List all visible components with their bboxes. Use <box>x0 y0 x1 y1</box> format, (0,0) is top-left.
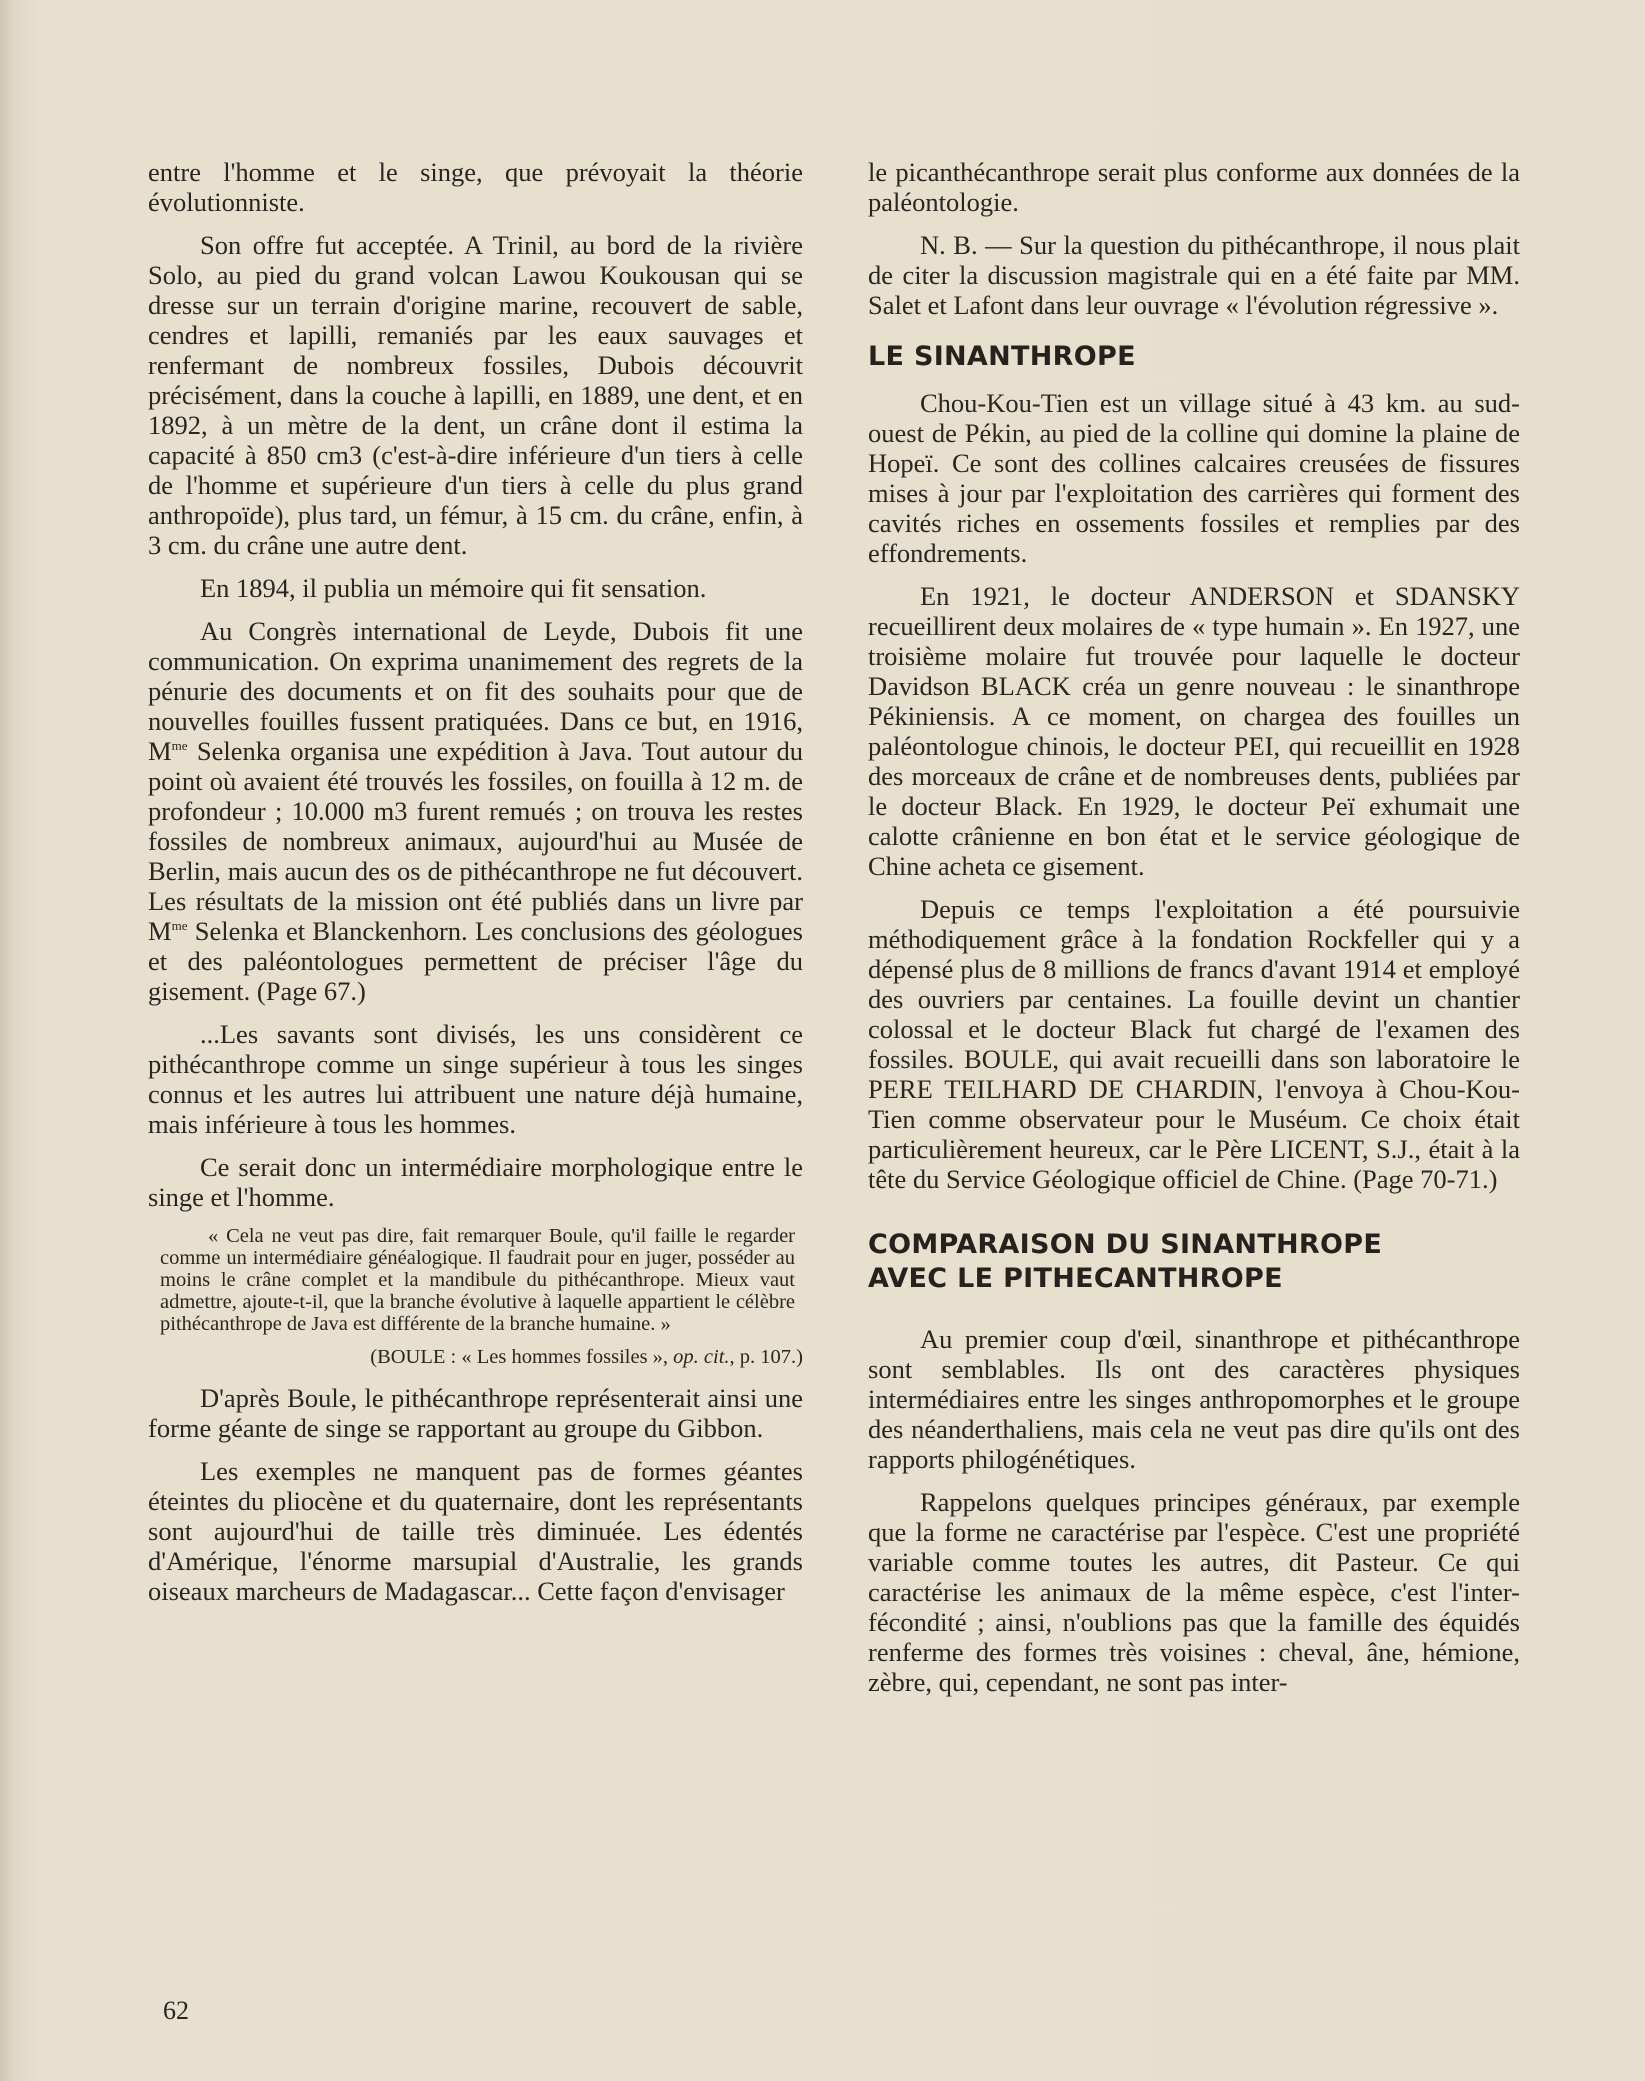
paragraph: Chou-Kou-Tien est un village situé à 43 km. au sud-ouest de Pékin, au pied de la colline qui domine la plaine de Hopeï. Ce sont des collines calcaires creusées de fissures mises à jour par l'exploitation des carrières qui forment des cavités riches en ossements fossiles et remplies par des effondrements. <box>868 388 1520 568</box>
citation-text: (BOULE : « Les hommes fossiles », <box>370 1346 674 1368</box>
paragraph: Au premier coup d'œil, sinanthrope et pithécanthrope sont semblables. Ils ont des caractères physiques intermédiaires entre les singes anthropomorphes et le groupe des néanderthaliens, mais cela ne veut pas dire qu'ils ont des rapports philogénétiques. <box>868 1324 1520 1474</box>
text-run: Selenka et Blanckenhorn. Les conclusions des géologues et des paléontologues permettent de préciser l'âge du gisement. (Page 67.) <box>148 916 803 1006</box>
citation-italic: op. cit. <box>673 1346 730 1368</box>
right-column <box>868 157 1520 1710</box>
paragraph: le picanthécanthrope serait plus conforme aux données de la paléontologie. <box>868 157 1520 217</box>
paragraph: entre l'homme et le singe, que prévoyait la théorie évolutionniste. <box>148 157 803 217</box>
left-column <box>148 157 803 1619</box>
section-heading: LE SINANTHROPE <box>868 341 1136 372</box>
text-run: Selenka organisa une expédition à Java. Tout autour du point où avaient été trouvés les fossiles, on fouilla à 12 m. de profondeur ; 10.000 m3 furent remués ; on trouva les restes fossiles de nombreux animaux, aujourd'hui au Musée de Berlin, mais aucun des os de pithécanthrope ne fut découvert. Les résultats de la mission ont été publiés dans un livre par M <box>148 736 803 946</box>
paragraph: D'après Boule, le pithécanthrope représenterait ainsi une forme géante de singe se rapportant au groupe du Gibbon. <box>148 1383 803 1443</box>
paragraph <box>148 616 803 1006</box>
block-quote: « Cela ne veut pas dire, fait remarquer Boule, qu'il faille le regarder comme un intermédiaire généalogique. Il faudrait pour en juger, posséder au moins le crâne complet et la mandibule du pithécanthrope. Mieux vaut admettre, ajoute-t-il, que la branche évolutive à laquelle appartient le célèbre pithécanthrope de Java est différente de la branche humaine. » <box>160 1225 795 1335</box>
paragraph: Depuis ce temps l'exploitation a été poursuivie méthodiquement grâce à la fondation Rockfeller qui y a dépensé plus de 8 millions de francs d'avant 1914 et employé des ouvriers par centaines. La fouille devint un chantier colossal et le docteur Black fut chargé de l'examen des fossiles. BOULE, qui avait recueilli dans son laboratoire le PERE TEILHARD DE CHARDIN, l'envoya à Chou-Kou-Tien comme observateur pour le Muséum. Ce choix était particulièrement heureux, car le Père LICENT, S.J., était à la tête du Service Géologique officiel de Chine. (Page 70-71.) <box>868 894 1520 1194</box>
paragraph: Ce serait donc un intermédiaire morphologique entre le singe et l'homme. <box>148 1152 803 1212</box>
heading-line: COMPARAISON DU SINANTHROPE <box>868 1229 1383 1260</box>
paragraph: En 1894, il publia un mémoire qui fit sensation. <box>200 573 707 603</box>
paragraph: ...Les savants sont divisés, les uns considèrent ce pithécanthrope comme un singe supérieur à tous les singes connus et les autres lui attribuent une nature déjà humaine, mais inférieure à tous les hommes. <box>148 1019 803 1139</box>
paragraph: Les exemples ne manquent pas de formes géantes éteintes du pliocène et du quaternaire, dont les représentants sont aujourd'hui de taille très diminuée. Les édentés d'Amérique, l'énorme marsupial d'Australie, les grands oiseaux marcheurs de Madagascar... Cette façon d'envisager <box>148 1456 803 1606</box>
citation-text: , p. 107.) <box>729 1346 803 1368</box>
paragraph: N. B. — Sur la question du pithécanthrope, il nous plait de citer la discussion magistrale qui en a été faite par MM. Salet et Lafont dans leur ouvrage « l'évolution régressive ». <box>868 230 1520 320</box>
paragraph: Son offre fut acceptée. A Trinil, au bord de la rivière Solo, au pied du grand volcan Lawou Koukousan qui se dresse sur un terrain d'origine marine, recouvert de sable, cendres et lapilli, remaniés par les eaux sauvages et renfermant de nombreux fossiles, Dubois découvrit précisément, dans la couche à lapilli, en 1889, une dent, et en 1892, à un mètre de la dent, un crâne dont il estima la capacité à 850 cm3 (c'est-à-dire inférieure d'un tiers à celle de l'homme et supérieure d'un tiers à celle du plus grand anthropoïde), plus tard, un fémur, à 15 cm. du crâne, enfin, à 3 cm. du crâne une autre dent. <box>148 230 803 560</box>
superscript: me <box>171 738 188 754</box>
paragraph: En 1921, le docteur ANDERSON et SDANSKY recueillirent deux molaires de « type humain ». En 1927, une troisième molaire fut trouvée pour laquelle le docteur Davidson BLACK créa un genre nouveau : le sinanthrope Pékiniensis. A ce moment, on chargea des fouilles un paléontologue chinois, le docteur PEI, qui recueillit en 1928 des morceaux de crâne et de nombreuses dents, publiées par le docteur Black. En 1929, le docteur Peï exhumait une calotte crânienne en bon état et le service géologique de Chine acheta ce gisement. <box>868 581 1520 881</box>
heading-line: AVEC LE PITHECANTHROPE <box>868 1263 1283 1294</box>
paragraph: Rappelons quelques principes généraux, par exemple que la forme ne caractérise par l'espèce. C'est une propriété variable comme toutes les autres, dit Pasteur. Ce qui caractérise les animaux de la même espèce, c'est l'inter-fécondité ; ainsi, n'oublions pas que la famille des équidés renferme des formes très voisines : cheval, âne, hémione, zèbre, qui, cependant, ne sont pas inter- <box>868 1487 1520 1697</box>
text-run: Au Congrès international de Leyde, Dubois fit une communication. On exprima unanimement des regrets de la pénurie des documents et on fit des souhaits pour que de nouvelles fouilles fussent pratiquées. Dans ce but, en 1916, M <box>148 616 803 766</box>
page-number: 62 <box>163 1996 189 2025</box>
citation <box>148 1345 803 1369</box>
superscript: me <box>171 918 188 934</box>
section-heading <box>868 1228 1520 1296</box>
